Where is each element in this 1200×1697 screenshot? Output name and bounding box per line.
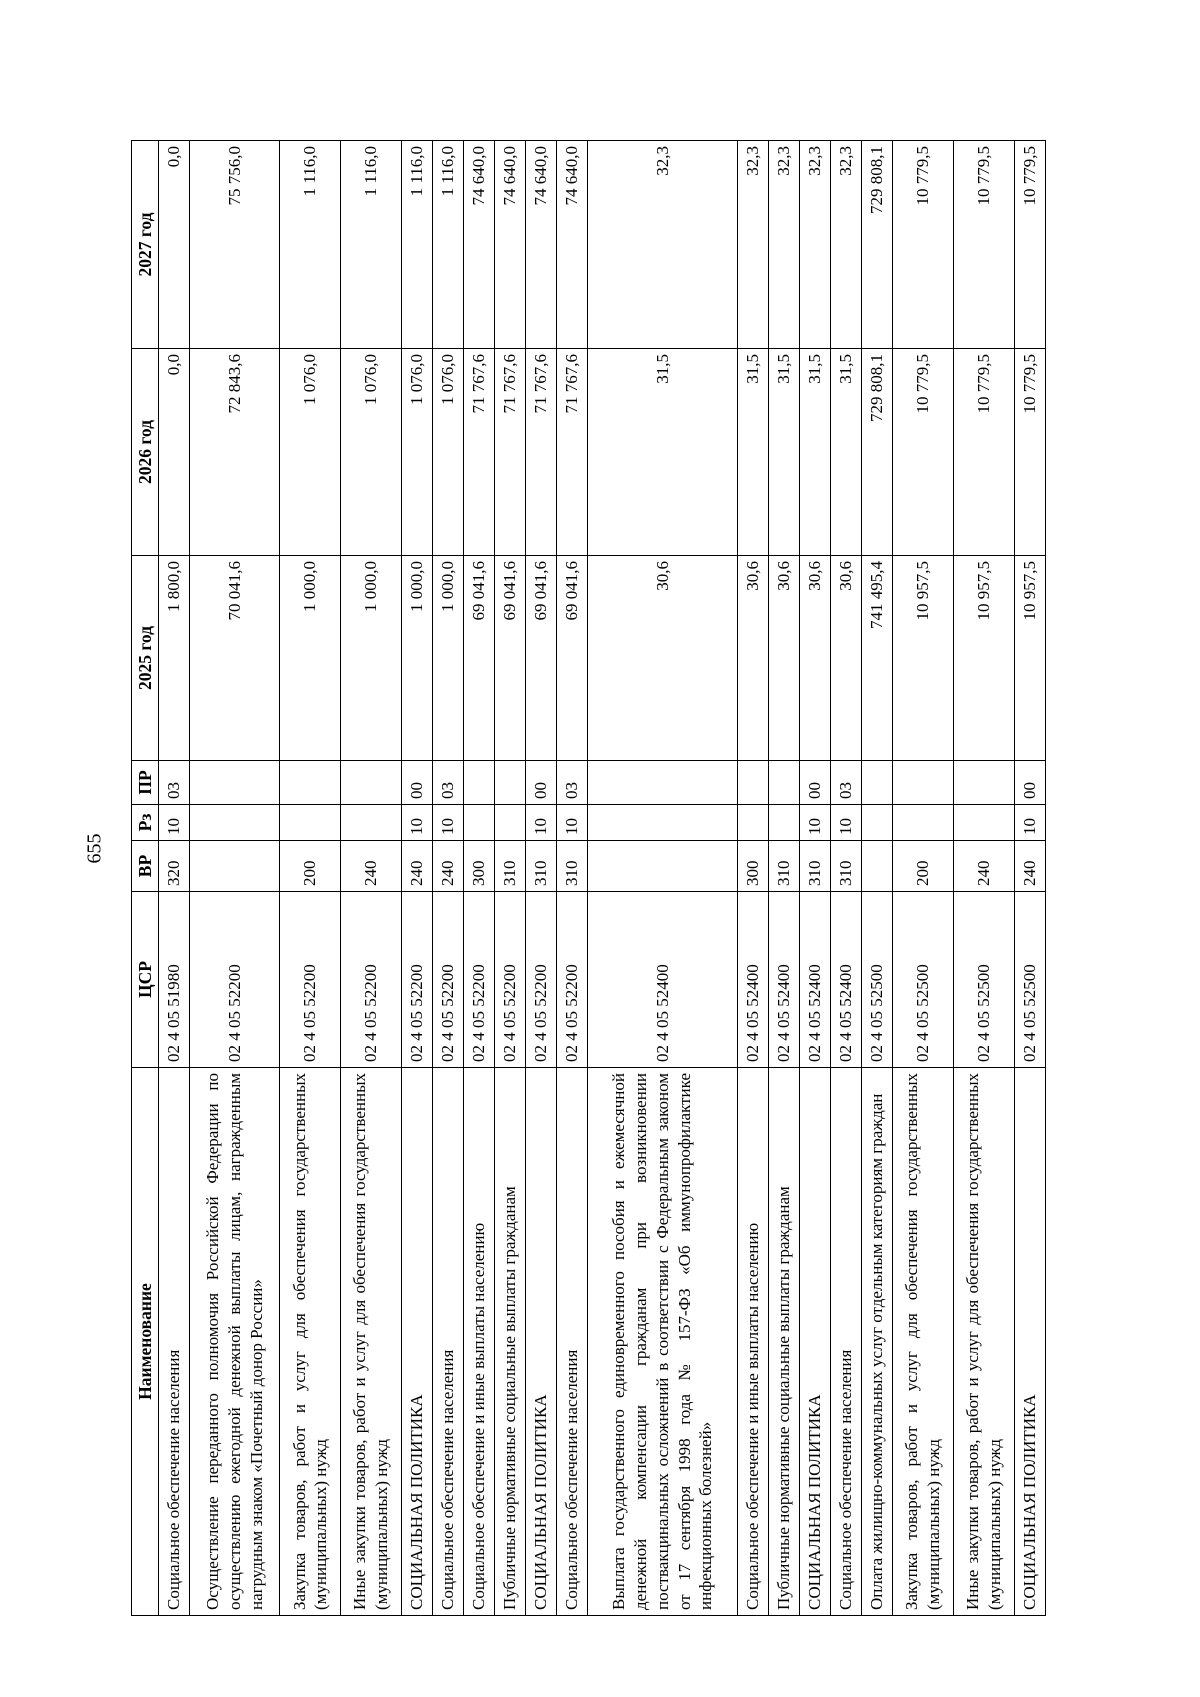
row-pr [862,761,893,805]
row-rz [954,805,1015,841]
row-rz [588,805,738,841]
row-2026: 10 779,5 [1014,349,1045,556]
row-rz: 10 [557,805,588,841]
row-csr: 02 4 05 52200 [341,892,402,1068]
table-row [738,141,769,1616]
row-name: Социальное обеспечение и иные выплаты населению [738,1068,769,1616]
table-row [433,141,464,1616]
table-row [862,141,893,1616]
row-2026: 31,5 [588,349,738,556]
row-2027: 32,3 [769,141,800,349]
row-csr: 02 4 05 52200 [280,892,341,1068]
row-rz [769,805,800,841]
row-name: Социальное обеспечение населения [557,1068,588,1616]
row-csr: 02 4 05 52400 [769,892,800,1068]
row-pr: 00 [401,761,432,805]
row-name: Иные закупки товаров, работ и услуг для обеспечения государственных (муниципальных) нужд [341,1068,402,1616]
row-name: Социальное обеспечение населения [831,1068,862,1616]
row-rz [464,805,495,841]
row-name: Публичные нормативные социальные выплаты гражданам [769,1068,800,1616]
row-rz: 10 [1014,805,1045,841]
page-number: 655 [83,833,106,864]
row-name: Социальное обеспечение населения [433,1068,464,1616]
row-name: Осуществление переданного полномочия Российской Федерации по осуществлению ежегодной денежной выплаты лицам, награжденным нагрудным знаком «Почетный донор России» [190,1068,280,1616]
row-2025: 30,6 [800,556,831,761]
row-2027: 1 116,0 [433,141,464,349]
header-2025: 2025 год [132,556,159,761]
row-2026: 1 076,0 [280,349,341,556]
row-2025: 1 000,0 [341,556,402,761]
row-name: СОЦИАЛЬНАЯ ПОЛИТИКА [800,1068,831,1616]
row-rz [893,805,954,841]
row-2027: 729 808,1 [862,141,893,349]
row-2027: 32,3 [831,141,862,349]
header-name: Наименование [132,1068,159,1616]
header-rz: Рз [132,805,159,841]
row-2026: 71 767,6 [526,349,557,556]
table-row [893,141,954,1616]
row-2027: 74 640,0 [557,141,588,349]
row-2025: 741 495,4 [862,556,893,761]
row-vr: 240 [1014,841,1045,892]
row-name: Публичные нормативные социальные выплаты гражданам [495,1068,526,1616]
row-csr: 02 4 05 52400 [588,892,738,1068]
row-2026: 71 767,6 [557,349,588,556]
row-2026: 10 779,5 [954,349,1015,556]
row-csr: 02 4 05 51980 [159,892,190,1068]
row-2027: 1 116,0 [280,141,341,349]
row-pr: 00 [800,761,831,805]
row-csr: 02 4 05 52200 [495,892,526,1068]
row-csr: 02 4 05 52500 [1014,892,1045,1068]
table-row [341,141,402,1616]
row-vr: 300 [464,841,495,892]
row-2026: 0,0 [159,349,190,556]
rotated-table-container [131,141,1046,1616]
row-vr: 310 [557,841,588,892]
row-vr: 240 [341,841,402,892]
row-2027: 1 116,0 [341,141,402,349]
row-csr: 02 4 05 52400 [738,892,769,1068]
header-pr: ПР [132,761,159,805]
header-2027: 2027 год [132,141,159,349]
row-vr: 200 [280,841,341,892]
row-name: Социальное обеспечение населения [159,1068,190,1616]
row-2027: 32,3 [800,141,831,349]
header-row [132,141,159,1616]
row-pr [954,761,1015,805]
row-name: Выплата государственного единовременного пособия и ежемесячной денежной компенсации гражданам при возникновении поствакцинальных осложнений в соответствии с Федеральным законом от 17 сентября 1998 года № 157-ФЗ «Об иммунопрофилактике инфекционных болезней» [588,1068,738,1616]
row-2025: 30,6 [738,556,769,761]
row-2025: 30,6 [831,556,862,761]
row-2025: 69 041,6 [464,556,495,761]
row-pr [190,761,280,805]
row-csr: 02 4 05 52200 [401,892,432,1068]
row-vr [862,841,893,892]
table-row [190,141,280,1616]
table-row [557,141,588,1616]
row-csr: 02 4 05 52200 [557,892,588,1068]
row-vr: 300 [738,841,769,892]
row-2026: 71 767,6 [464,349,495,556]
row-2026: 31,5 [800,349,831,556]
row-2026: 1 076,0 [433,349,464,556]
header-vr: ВР [132,841,159,892]
row-rz [190,805,280,841]
row-2027: 75 756,0 [190,141,280,349]
row-2027: 10 779,5 [893,141,954,349]
row-vr: 310 [831,841,862,892]
table-row [401,141,432,1616]
row-rz: 10 [800,805,831,841]
row-vr: 320 [159,841,190,892]
row-name: СОЦИАЛЬНАЯ ПОЛИТИКА [526,1068,557,1616]
row-vr: 240 [954,841,1015,892]
table-row [280,141,341,1616]
header-2026: 2026 год [132,349,159,556]
row-2027: 74 640,0 [464,141,495,349]
row-rz: 10 [831,805,862,841]
row-pr [769,761,800,805]
table-body [159,141,1046,1616]
row-pr: 03 [557,761,588,805]
row-name: Закупка товаров, работ и услуг для обеспечения государственных (муниципальных) нужд [893,1068,954,1616]
row-vr [588,841,738,892]
row-name: Закупка товаров, работ и услуг для обеспечения государственных (муниципальных) нужд [280,1068,341,1616]
table-row [159,141,190,1616]
row-2025: 10 957,5 [954,556,1015,761]
row-pr [495,761,526,805]
row-vr [190,841,280,892]
row-rz: 10 [401,805,432,841]
row-2025: 1 000,0 [433,556,464,761]
row-2026: 1 076,0 [401,349,432,556]
row-2027: 1 116,0 [401,141,432,349]
row-pr [341,761,402,805]
row-name: СОЦИАЛЬНАЯ ПОЛИТИКА [401,1068,432,1616]
table-row [495,141,526,1616]
table-row [831,141,862,1616]
row-2027: 32,3 [588,141,738,349]
row-name: Оплата жилищно-коммунальных услуг отдельным категориям граждан [862,1068,893,1616]
row-2025: 69 041,6 [526,556,557,761]
row-2026: 31,5 [738,349,769,556]
row-pr: 03 [831,761,862,805]
row-vr: 310 [495,841,526,892]
row-csr: 02 4 05 52200 [433,892,464,1068]
row-name: Иные закупки товаров, работ и услуг для обеспечения государственных (муниципальных) нужд [954,1068,1015,1616]
row-2027: 74 640,0 [526,141,557,349]
row-rz [280,805,341,841]
row-2027: 74 640,0 [495,141,526,349]
row-csr: 02 4 05 52200 [526,892,557,1068]
row-2027: 10 779,5 [1014,141,1045,349]
row-2026: 31,5 [769,349,800,556]
row-rz [738,805,769,841]
row-rz [862,805,893,841]
row-2025: 30,6 [588,556,738,761]
table-row [954,141,1015,1616]
row-csr: 02 4 05 52400 [800,892,831,1068]
row-csr: 02 4 05 52500 [893,892,954,1068]
row-rz: 10 [526,805,557,841]
row-pr: 00 [1014,761,1045,805]
table-row [464,141,495,1616]
header-csr: ЦСР [132,892,159,1068]
budget-table [131,140,1046,1616]
row-rz [495,805,526,841]
row-2026: 72 843,6 [190,349,280,556]
table-row [800,141,831,1616]
row-rz: 10 [433,805,464,841]
row-2026: 729 808,1 [862,349,893,556]
row-csr: 02 4 05 52200 [190,892,280,1068]
row-pr [738,761,769,805]
row-pr [280,761,341,805]
row-vr: 240 [433,841,464,892]
row-csr: 02 4 05 52500 [954,892,1015,1068]
row-2025: 10 957,5 [893,556,954,761]
row-pr [588,761,738,805]
row-2025: 1 000,0 [280,556,341,761]
row-csr: 02 4 05 52500 [862,892,893,1068]
row-name: СОЦИАЛЬНАЯ ПОЛИТИКА [1014,1068,1045,1616]
row-vr: 310 [769,841,800,892]
row-pr [464,761,495,805]
table-row [588,141,738,1616]
row-2025: 1 000,0 [401,556,432,761]
row-2025: 10 957,5 [1014,556,1045,761]
row-2025: 30,6 [769,556,800,761]
row-csr: 02 4 05 52200 [464,892,495,1068]
table-row [1014,141,1045,1616]
row-rz [341,805,402,841]
table-row [769,141,800,1616]
row-pr: 03 [159,761,190,805]
row-2027: 32,3 [738,141,769,349]
row-vr: 240 [401,841,432,892]
row-pr: 03 [433,761,464,805]
row-2027: 0,0 [159,141,190,349]
table-row [526,141,557,1616]
row-2025: 69 041,6 [495,556,526,761]
row-2026: 31,5 [831,349,862,556]
row-2026: 10 779,5 [893,349,954,556]
row-rz: 10 [159,805,190,841]
row-vr: 200 [893,841,954,892]
row-pr [893,761,954,805]
row-2025: 70 041,6 [190,556,280,761]
row-vr: 310 [800,841,831,892]
row-csr: 02 4 05 52400 [831,892,862,1068]
row-2026: 71 767,6 [495,349,526,556]
row-name: Социальное обеспечение и иные выплаты населению [464,1068,495,1616]
row-vr: 310 [526,841,557,892]
row-pr: 00 [526,761,557,805]
row-2027: 10 779,5 [954,141,1015,349]
row-2026: 1 076,0 [341,349,402,556]
row-2025: 69 041,6 [557,556,588,761]
row-2025: 1 800,0 [159,556,190,761]
